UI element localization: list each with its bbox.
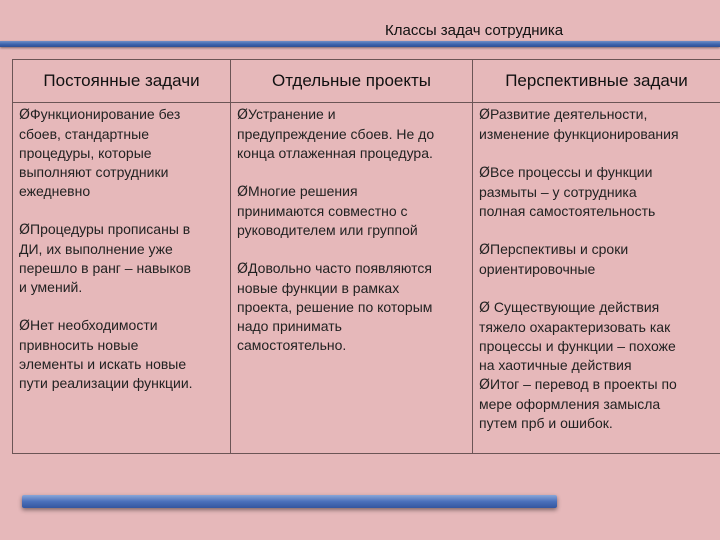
bullet-text: Итог – перевод в проекты по мере оформления замысла путем прб и ошибок.: [479, 376, 677, 431]
bullet-item: [237, 182, 468, 240]
bullet-item: [19, 316, 226, 393]
arrow-bullet-icon: Ø: [19, 107, 31, 123]
task-classes-table: [12, 59, 720, 454]
bottom-accent-bar: [22, 495, 557, 508]
column-cell: [231, 103, 473, 454]
bullet-item: [479, 375, 716, 433]
bullet-item: [479, 298, 716, 375]
column-header: Отдельные проекты: [231, 60, 473, 103]
bullet-text: Все процессы и функции размыты – у сотрудника полная самостоятельность: [479, 164, 656, 219]
bullet-text: Развитие деятельности, изменение функционирования: [479, 106, 679, 142]
column-header: Постоянные задачи: [13, 60, 231, 103]
bullet-text: Процедуры прописаны в ДИ, их выполнение уже перешло в ранг – навыков и умений.: [19, 221, 191, 295]
bullet-item: [19, 220, 226, 297]
column-cell: [13, 103, 231, 454]
bullet-item: [237, 259, 468, 355]
bullet-item: [479, 163, 716, 221]
arrow-bullet-icon: Ø: [19, 318, 31, 334]
bullet-text: Нет необходимости привносить новые элементы и искать новые пути реализации функции.: [19, 317, 193, 391]
slide-title: Классы задач сотрудника: [385, 22, 564, 39]
bullet-text: Функционирование без сбоев, стандартные процедуры, которые выполняют сотрудники ежедневно: [19, 106, 181, 199]
bullet-text: Существующие действия тяжело охарактеризовать как процессы и функции – похоже на хаотичные действия: [479, 299, 676, 373]
column-cell: [473, 103, 720, 454]
table-body-row: [13, 103, 720, 454]
arrow-bullet-icon: Ø: [479, 165, 491, 181]
arrow-bullet-icon: Ø: [479, 107, 491, 123]
bullet-item: [479, 240, 716, 279]
arrow-bullet-icon: Ø: [237, 184, 249, 200]
bullet-item: [237, 105, 468, 163]
bullet-text: Перспективы и сроки ориентировочные: [479, 241, 629, 277]
arrow-bullet-icon: Ø: [19, 222, 31, 238]
arrow-bullet-icon: Ø: [479, 300, 491, 316]
arrow-bullet-icon: Ø: [479, 377, 491, 393]
bullet-text: Устранение и предупреждение сбоев. Не до конца отлаженная процедура.: [237, 106, 435, 161]
bullet-item: [479, 105, 716, 144]
table-header-row: [13, 60, 720, 103]
bullet-text: Многие решения принимаются совместно с руководителем или группой: [237, 183, 418, 238]
arrow-bullet-icon: Ø: [237, 261, 249, 277]
bullet-item: [19, 105, 226, 201]
arrow-bullet-icon: Ø: [479, 242, 491, 258]
column-header: Перспективные задачи: [473, 60, 720, 103]
bullet-text: Довольно часто появляются новые функции в рамках проекта, решение по которым надо принимать самостоятельно.: [237, 260, 433, 353]
arrow-bullet-icon: Ø: [237, 107, 249, 123]
top-accent-bar: [0, 41, 720, 47]
